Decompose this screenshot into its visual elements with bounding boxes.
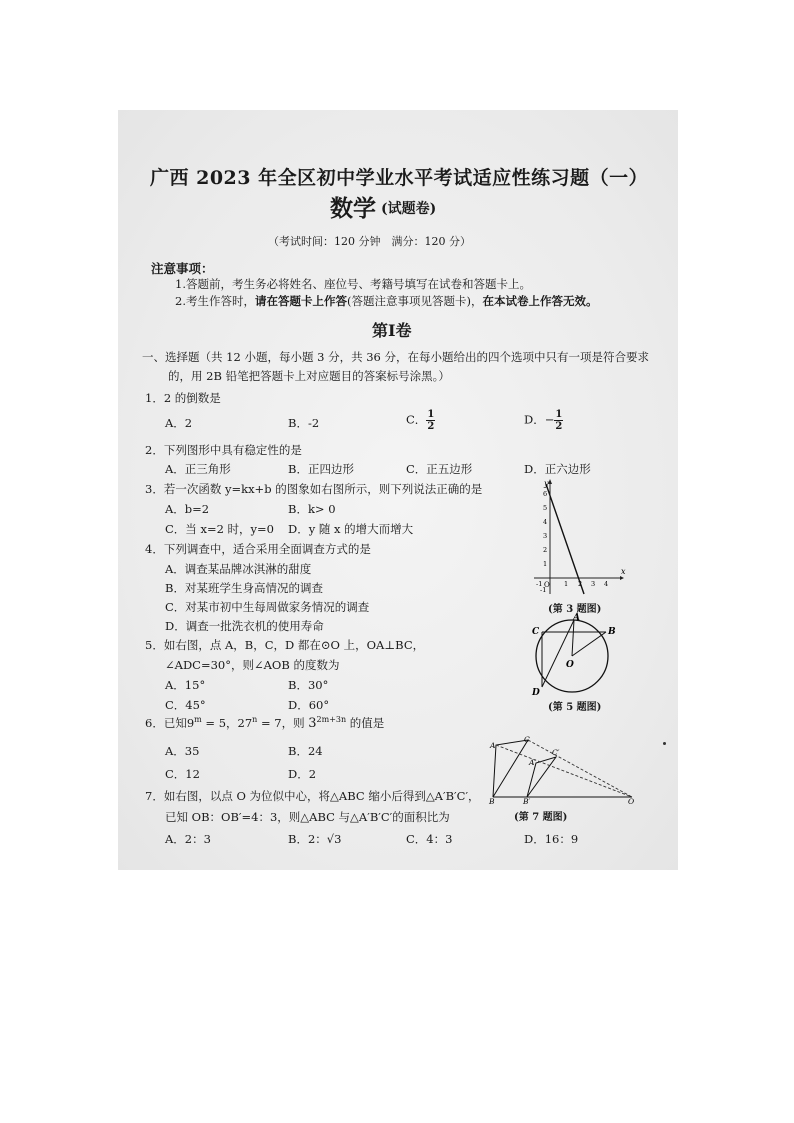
q5-option-b: B．30° xyxy=(288,678,329,692)
q1-option-a: A．2 xyxy=(165,416,193,430)
q1-option-d-label: D．− xyxy=(524,412,555,427)
q6-exp-a: m xyxy=(194,715,202,725)
fig3-y-tick: 1 xyxy=(543,560,548,568)
q7-option-c: C．4：3 xyxy=(406,832,453,846)
q6-base-c: 3 xyxy=(308,716,317,731)
q4-option-a: A．调查某品牌冰淇淋的甜度 xyxy=(165,562,312,576)
fig5-label-b: B xyxy=(608,627,616,637)
q5-stem-line-1: 5．如右图，点 A，B，C，D 都在⊙O 上，OA⊥BC， xyxy=(145,638,425,652)
fig3-graph xyxy=(528,478,628,598)
q4-option-c: C．对某市初中生每周做家务情况的调查 xyxy=(165,600,370,614)
scan-speck xyxy=(663,742,666,745)
q6-stem-pre: 6．已知 xyxy=(145,716,187,730)
q1-fraction-d xyxy=(554,409,563,432)
q1-option-b: B．-2 xyxy=(288,416,320,430)
fig3-x-tick: 4 xyxy=(604,580,609,588)
q4-option-b: B．对某班学生身高情况的调查 xyxy=(165,581,323,595)
fig7-homothety-figure xyxy=(486,735,638,805)
fig7-label-a1: A′ xyxy=(529,758,537,767)
q7-option-a: A．2：3 xyxy=(165,832,211,846)
q3-option-a: A．b=2 xyxy=(165,502,210,516)
q7-option-b: B．2：√3 xyxy=(288,832,342,846)
q3-stem: 3．若一次函数 y=kx+b 的图象如右图所示，则下列说法正确的是 xyxy=(145,482,483,496)
q5-option-d: D．60° xyxy=(288,698,330,712)
note-1: 1.答题前，考生务必将姓名、座位号、考籍号填写在试卷和答题卡上。 xyxy=(175,277,531,291)
fig7-label-o: O xyxy=(628,797,635,805)
fig7-label-c1: C′ xyxy=(552,748,560,757)
frac-den: 2 xyxy=(427,421,435,432)
q1-option-d xyxy=(524,409,563,432)
volume-title: 第Ⅰ卷 xyxy=(372,321,412,340)
q2-option-d: D．正六边形 xyxy=(524,462,591,476)
q4-option-d: D．调查一批洗衣机的使用寿命 xyxy=(165,619,324,633)
fig3-x-tick: 1 xyxy=(564,580,569,588)
exam-title: 广西 2023 年全区初中学业水平考试适应性练习题（一） xyxy=(150,167,649,189)
fig5-circle-figure xyxy=(526,612,621,697)
q4-stem: 4．下列调查中，适合采用全面调查方式的是 xyxy=(145,542,371,556)
fig5-label-d: D xyxy=(532,688,540,697)
fig3-x-tick: 3 xyxy=(591,580,596,588)
fig5-caption: (第 5 题图) xyxy=(548,702,602,713)
q6-mid-1: = 5， xyxy=(201,716,238,730)
fig7-triangle-abc xyxy=(493,740,528,797)
fig7-ray-oa xyxy=(496,745,632,797)
section-line-2: 的，用 2B 铅笔把答题卡上对应题目的答案标号涂黑。） xyxy=(168,369,450,383)
fig3-caption: (第 3 题图) xyxy=(548,604,602,615)
note-2-c: (答题注意事项见答题卡)， xyxy=(346,294,483,308)
fig7-label-c: C xyxy=(524,735,530,744)
frac-den: 2 xyxy=(555,421,563,432)
subject-subtitle: (试题卷) xyxy=(381,201,437,217)
fig3-y-tick: 5 xyxy=(543,504,548,512)
q6-stem-post: 的值是 xyxy=(346,716,385,730)
q7-stem-line-2: 已知 OB：OB′=4：3，则△ABC 与△A′B′C′的面积比为 xyxy=(165,810,450,824)
fig7-label-a: A xyxy=(490,741,496,750)
note-2-a: 2.考生作答时， xyxy=(175,294,255,308)
q3-option-d: D．y 随 x 的增大而增大 xyxy=(288,522,414,536)
q6-option-b: B．24 xyxy=(288,744,323,758)
fig3-y-tick: 4 xyxy=(543,518,548,526)
q6-exp-b: n xyxy=(252,715,258,725)
fig7-ray-oc xyxy=(528,740,632,797)
q6-option-d: D．2 xyxy=(288,767,317,781)
subject-title: 数学 xyxy=(330,195,376,222)
q2-stem: 2．下列图形中具有稳定性的是 xyxy=(145,443,302,457)
fig5-label-o: O xyxy=(566,660,574,670)
exam-info: （考试时间：120 分钟 满分：120 分） xyxy=(268,235,471,248)
notes-title: 注意事项： xyxy=(151,261,214,276)
q1-option-c-label: C． xyxy=(406,412,427,427)
frac-num: 1 xyxy=(427,409,435,420)
q6-base-a: 9 xyxy=(186,716,195,730)
fig3-x-label: x xyxy=(621,567,626,576)
q2-option-c: C．正五边形 xyxy=(406,462,473,476)
fig7-label-b1: B′ xyxy=(523,797,531,805)
fig5-segment-oa xyxy=(572,620,574,656)
fig3-y-tick: 6 xyxy=(543,490,548,498)
q6-option-a: A．35 xyxy=(165,744,200,758)
q3-option-b: B．k> 0 xyxy=(288,502,336,516)
note-2 xyxy=(175,293,597,309)
q2-option-a: A．正三角形 xyxy=(165,462,231,476)
section-line-1: 一、选择题（共 12 小题，每小题 3 分，共 36 分，在每小题给出的四个选项中只有一项是符合要求 xyxy=(142,350,650,364)
q7-stem-line-1: 7．如右图，以点 O 为位似中心，将△ABC 缩小后得到△A′B′C′， xyxy=(145,789,480,803)
note-2-d: 在本试卷上作答无效。 xyxy=(482,294,598,308)
fig5-label-c: C xyxy=(532,627,540,637)
fig3-y-label: y xyxy=(544,479,549,488)
fig3-y-tick: -1 xyxy=(540,586,547,594)
fig7-label-b: B xyxy=(489,797,495,805)
q6-base-b: 27 xyxy=(237,716,253,730)
q1-fraction-c xyxy=(426,409,435,432)
q6-stem xyxy=(145,715,384,731)
q1-stem: 1．2 的倒数是 xyxy=(145,391,221,405)
fig3-y-arrow xyxy=(548,479,552,484)
fig5-segment-ob xyxy=(572,632,606,656)
q5-option-a: A．15° xyxy=(165,678,206,692)
note-2-b: 请在答题卡上作答 xyxy=(254,294,347,308)
fig5-label-a: A xyxy=(573,613,580,623)
fig3-y-tick: 2 xyxy=(543,546,548,554)
q5-stem-line-2: ∠ADC=30°，则∠AOB 的度数为 xyxy=(165,658,340,672)
fig7-caption: (第 7 题图) xyxy=(514,812,568,823)
fig3-x-tick: -1 xyxy=(536,580,543,588)
q6-exp-c: 2m+3n xyxy=(316,715,347,725)
q3-option-c: C．当 x=2 时，y=0 xyxy=(165,522,274,536)
fig3-x-arrow xyxy=(620,576,624,580)
q5-option-c: C．45° xyxy=(165,698,206,712)
frac-num: 1 xyxy=(555,409,563,420)
q7-option-d: D．16：9 xyxy=(524,832,579,846)
fig3-x-tick: 2 xyxy=(578,580,583,588)
fig3-origin: O xyxy=(544,581,550,589)
q2-option-b: B．正四边形 xyxy=(288,462,354,476)
q1-option-c xyxy=(406,409,435,432)
q6-mid-2: = 7，则 xyxy=(257,716,309,730)
q6-option-c: C．12 xyxy=(165,767,200,781)
fig3-y-tick: 3 xyxy=(543,532,548,540)
